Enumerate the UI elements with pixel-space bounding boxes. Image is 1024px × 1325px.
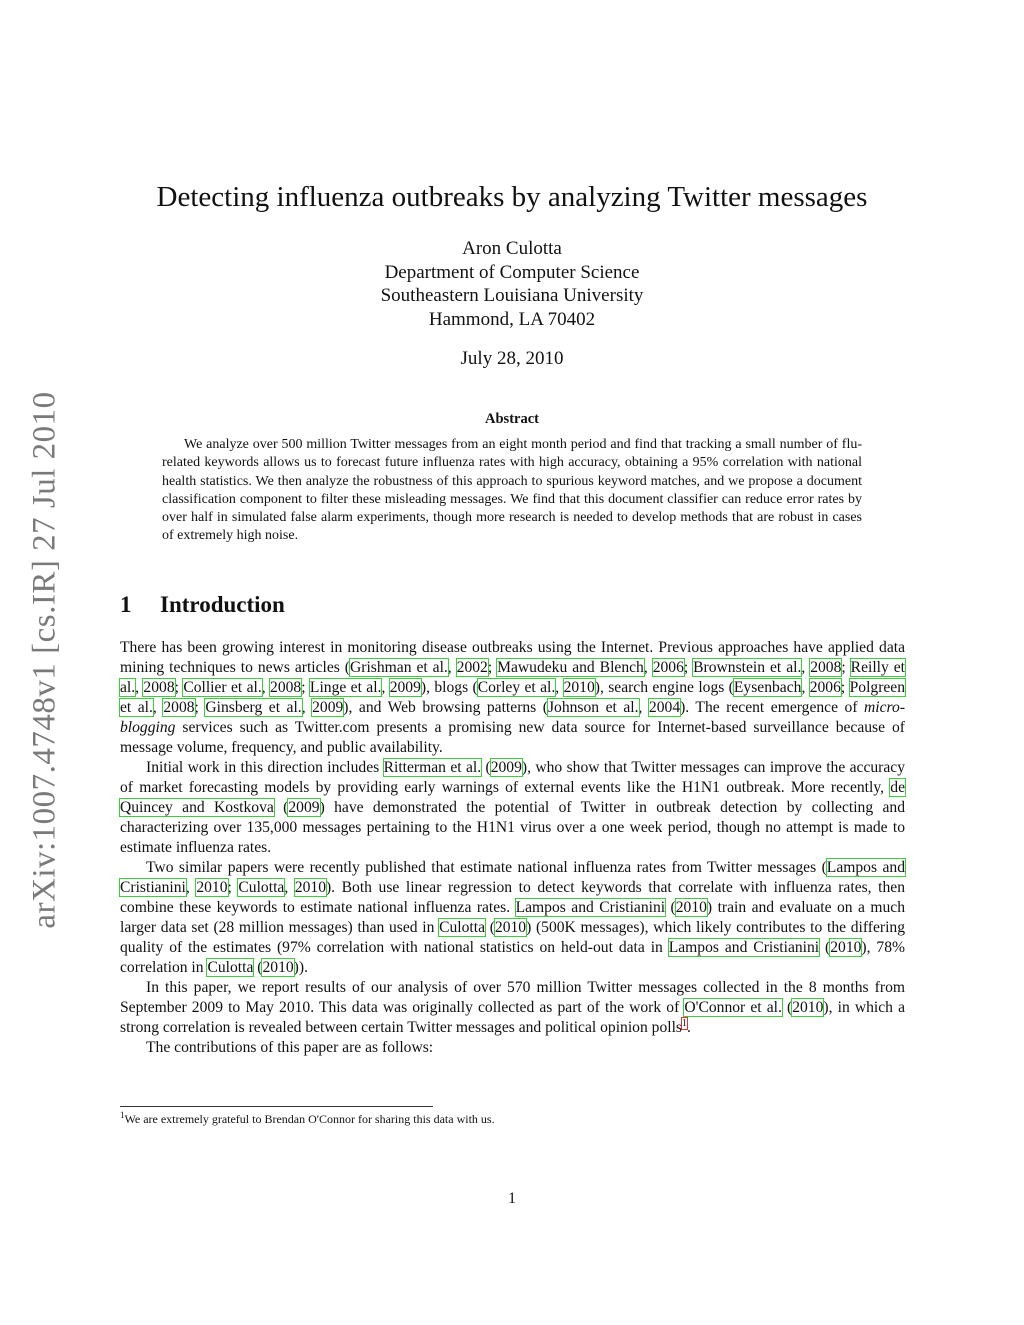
- paragraph-4: In this paper, we report results of our analysis of over 570 million Twitter messages collected in the 8 months from September 2009 to May 2010. This data was originally collected as part of the work of O'Connor et al. (2010), in which a strong correlation is revealed between certain Twitter messages and political opinion polls$^1$.: [120, 979, 905, 1036]
- citation-year-link[interactable]: 2010: [262, 959, 294, 976]
- citation-link[interactable]: Lampos and Cristianini: [515, 899, 666, 916]
- author-name: Aron Culotta: [462, 238, 562, 259]
- citation-link[interactable]: Eysenbach: [733, 679, 802, 696]
- citation-link[interactable]: Mawudeku and Blench: [497, 659, 644, 676]
- citation-year-link[interactable]: 2010: [563, 679, 595, 696]
- text: ), and Web browsing patterns (: [343, 699, 548, 716]
- citation-link[interactable]: Linge et al.: [309, 679, 382, 696]
- text: In this paper, we report results of our analysis of over 570 million Twitter messages collected in the 8 months from September 2009 to May 2010. This data was originally collected as part of the work of: [120, 979, 905, 1016]
- citation-year-link[interactable]: 2010: [675, 899, 707, 916]
- citation-year-link[interactable]: 2010: [830, 939, 862, 956]
- arxiv-stamp: [20, 380, 70, 940]
- intro-body: [120, 638, 905, 1058]
- text: ), search engine logs (: [594, 679, 734, 696]
- citation-year-link[interactable]: 2008: [143, 679, 175, 696]
- citation-year-link[interactable]: 2009: [389, 679, 421, 696]
- section-number: 1: [120, 592, 132, 617]
- author-univ: Southeastern Louisiana University: [380, 285, 644, 306]
- citation-link[interactable]: Ginsberg et al.: [205, 699, 302, 716]
- citation-link[interactable]: de Quincey and Kostkova: [120, 779, 905, 816]
- abstract-heading: Abstract: [485, 411, 539, 427]
- text: .: [687, 1019, 691, 1036]
- citation-year-link[interactable]: 2008: [163, 699, 195, 716]
- footnote-text: We are extremely grateful to Brendan O'Connor for sharing this data with us.: [124, 1112, 495, 1126]
- text: There has been growing interest in monitoring disease outbreaks using the Internet. Previous approaches have applied data mining techniques to news articles (: [120, 639, 905, 676]
- paper-date: July 28, 2010: [460, 348, 564, 369]
- citation-year-link[interactable]: 2008: [270, 679, 302, 696]
- citation-year-link[interactable]: 2002: [456, 659, 488, 676]
- citation-link[interactable]: Grishman et al.: [350, 659, 448, 676]
- citation-link[interactable]: Culotta: [207, 959, 254, 976]
- citation-link[interactable]: Brownstein et al.: [693, 659, 802, 676]
- citation-link[interactable]: Ritterman et al.: [383, 759, 482, 776]
- text: ). Both use linear regression to detect keywords that correlate with influenza rates, then combine these keywords to estimate national influenza rates.: [120, 879, 905, 916]
- citation-year-link[interactable]: 2006: [809, 679, 841, 696]
- citation-link[interactable]: Collier et al.: [183, 679, 262, 696]
- citation-year-link[interactable]: 2009: [312, 699, 344, 716]
- citation-year-link[interactable]: 2006: [652, 659, 684, 676]
- text: train and evaluate on a much larger data set (28 million messages) than used in: [120, 899, 905, 936]
- paragraph-1: There has been growing interest in monitoring disease outbreaks using the Internet. Previous approaches have applied data mining techniques to news articles (Grishman et al., 2002; Mawudeku and Blench, 2006; Brownstein et al., 2008; Reilly et al., 2008; Collier et al., 2008; Linge et al., 2009), blogs (Corley et al., 2010), search engine logs (Eysenbach, 2006; Polgreen et al., 2008; Ginsberg et al., 2009), and Web browsing patterns (Johnson et al., 2004). The recent emergence of micro-blogging services such as Twitter.com presents a promising new data source for Internet-based surveillance because of message volume, frequency, and public availability.: [120, 639, 906, 756]
- paragraph-3: Two similar papers were recently published that estimate national influenza rates from Twitter messages (Lampos and Cristianini, 2010; Culotta, 2010). Both use linear regression to detect keywords that correlate with influenza rates, then combine these keywords to estimate national influenza rates. Lampos and Cristianini (2010) train and evaluate on a much larger data set (28 million messages) than used in Culotta (2010) (500K messages), which likely contributes to the differing quality of the estimates (97% correlation with national statistics on held-out data in Lampos and Cristianini (2010), 78% correlation in Culotta (2010)).: [120, 859, 906, 976]
- text: have demonstrated the potential of Twitter in outbreak detection by collecting and characterizing over 135,000 messages pertaining to the H1N1 virus over a one week period, though no attempt is made to estimate influenza rates.: [120, 799, 905, 856]
- citation-link[interactable]: Culotta: [238, 879, 285, 896]
- paragraph-5: The contributions of this paper are as follows:: [146, 1039, 434, 1056]
- paper-title: Detecting influenza outbreaks by analyzing Twitter messages: [156, 181, 868, 213]
- text: ), blogs (: [420, 679, 478, 696]
- text: ).: [298, 959, 308, 976]
- citation-link[interactable]: Polgreen et al.: [120, 679, 906, 716]
- section-heading: [120, 592, 285, 618]
- abstract-text: We analyze over 500 million Twitter messages from an eight month period and find that tracking a small number of flu-related keywords allows us to forecast future influenza rates with high accuracy, obtaining a 95% correlation with national health statistics. We then analyze the robustness of this approach to spurious keyword matches, and we propose a document classification component to filter these misleading messages. We find that this document classifier can reduce error rates by over half in simulated false alarm experiments, though more research is needed to develop methods that are robust in cases of extremely high noise.: [162, 437, 862, 544]
- text: services such as Twitter.com presents a promising new data source for Internet-based surveillance because of message volume, frequency, and public availability.: [120, 719, 905, 756]
- citation-link[interactable]: Lampos and Cristianini: [668, 939, 820, 956]
- citation-year-link[interactable]: 2009: [288, 799, 320, 816]
- paragraph-2: Initial work in this direction includes Ritterman et al. (2009), who show that Twitter messages can improve the accuracy of market forecasting models by providing early warnings of external events like the H1N1 outbreak. More recently, de Quincey and Kostkova (2009) have demonstrated the potential of Twitter in outbreak detection by collecting and characterizing over 135,000 messages pertaining to the H1N1 virus over a one week period, though no attempt is made to estimate influenza rates.: [120, 759, 906, 856]
- arxiv-id: arXiv:1007.4748v1 [cs.IR] 27 Jul 2010: [26, 391, 63, 929]
- citation-link[interactable]: Culotta: [439, 919, 485, 936]
- footnote-mark: 1: [120, 1110, 125, 1120]
- text: (500K messages), which likely contributes to the differing quality of the estimates (97% correlation with national statistics on held-out data in: [120, 919, 905, 956]
- text: , in which a strong correlation is revealed between certain Twitter messages and political opinion polls: [120, 999, 905, 1036]
- author-block: [0, 237, 1024, 331]
- citation-link[interactable]: Johnson et al.: [547, 699, 639, 716]
- citation-year-link[interactable]: 2010: [494, 919, 527, 936]
- citation-year-link[interactable]: 2010: [196, 879, 228, 896]
- citation-link[interactable]: Corley et al.: [477, 679, 556, 696]
- citation-year-link[interactable]: 2004: [648, 699, 681, 716]
- citation-link[interactable]: O'Connor et al.: [684, 999, 782, 1016]
- footnote-ref-link[interactable]: 1: [682, 1017, 687, 1029]
- citation-link[interactable]: Lampos and Cristianini: [120, 859, 905, 896]
- text: , who show that Twitter messages can improve the accuracy of market forecasting models by providing early warnings of external events like the H1N1 outbreak. More recently,: [120, 759, 906, 796]
- citation-year-link[interactable]: 2008: [810, 659, 842, 676]
- author-city: Hammond, LA 70402: [428, 308, 596, 330]
- citation-year-link[interactable]: 2009: [490, 759, 522, 776]
- text: , 78% correlation in: [120, 939, 906, 976]
- citation-link[interactable]: Reilly et al.: [120, 659, 905, 696]
- page-number: 1: [508, 1190, 516, 1207]
- text: Two similar papers were recently published that estimate national influenza rates from Twitter messages (: [146, 859, 827, 876]
- text: ). The recent emergence of: [680, 699, 865, 716]
- citation-year-link[interactable]: 2010: [294, 879, 326, 896]
- text: Initial work in this direction includes: [146, 759, 384, 776]
- abstract: [162, 436, 862, 546]
- citation-year-link[interactable]: 2010: [792, 999, 824, 1016]
- footnote: [120, 1110, 495, 1127]
- footnote-divider: [120, 1106, 433, 1107]
- emphasis: micro-blogging: [120, 699, 906, 736]
- section-title: Introduction: [160, 592, 285, 617]
- author-dept: Department of Computer Science: [384, 261, 640, 283]
